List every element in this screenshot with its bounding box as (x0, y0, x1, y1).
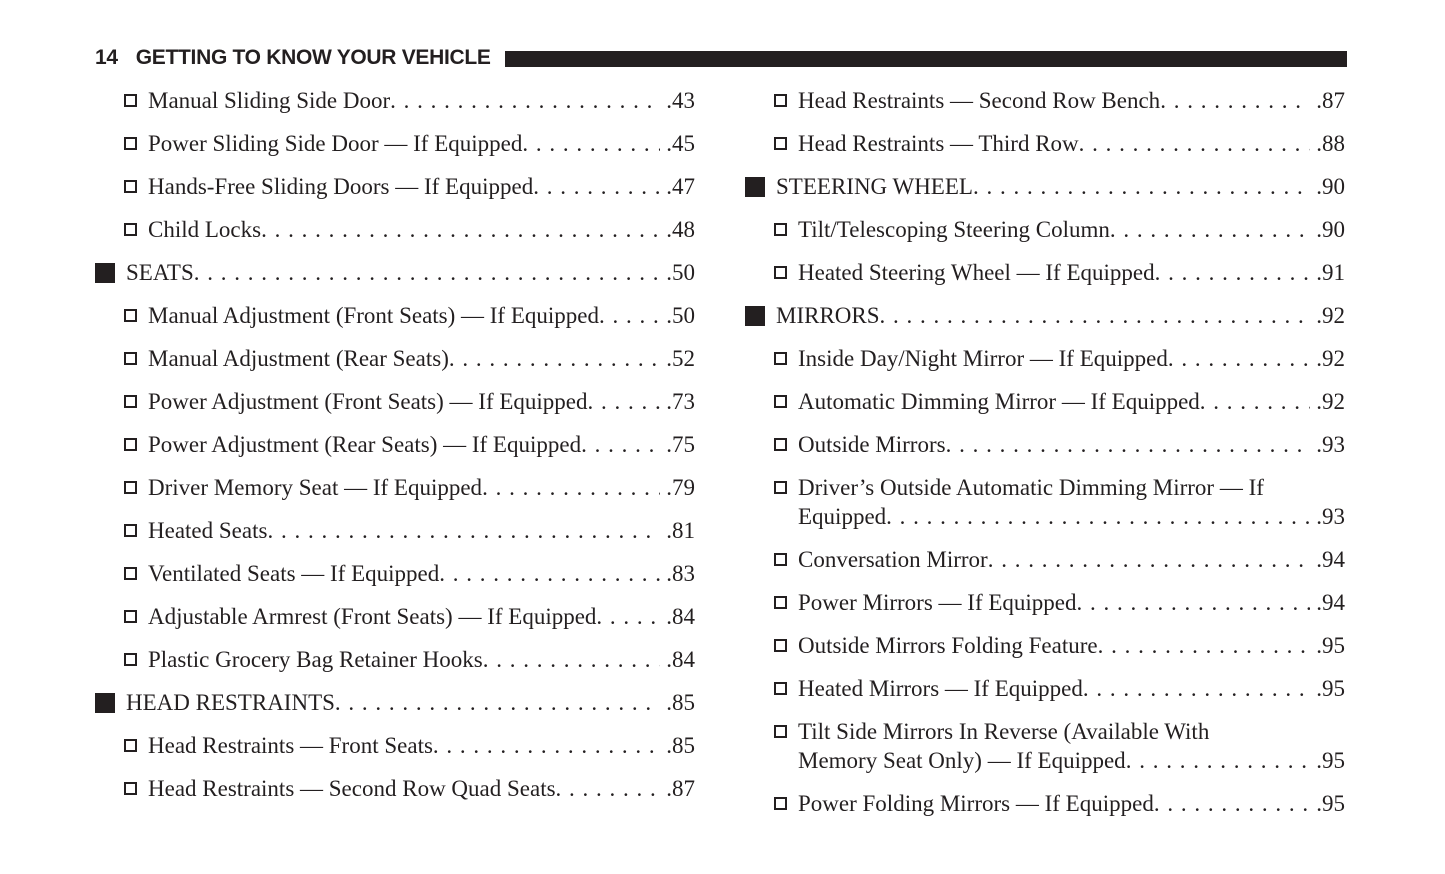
hollow-square-bullet-icon (124, 352, 137, 365)
toc-entry (95, 86, 695, 115)
hollow-square-bullet-icon (124, 524, 137, 537)
toc-entry (745, 430, 1345, 459)
filled-square-bullet-icon (95, 693, 115, 713)
toc-right-column (745, 86, 1345, 832)
page-title: GETTING TO KNOW YOUR VEHICLE (135, 46, 491, 69)
toc-entry-page-number: . 95 (1310, 746, 1345, 775)
hollow-square-bullet-icon (774, 481, 787, 494)
hollow-square-bullet-icon (774, 94, 787, 107)
toc-entry (745, 674, 1345, 703)
toc-entry-label: Hands-Free Sliding Doors — If Equipped . . . (148, 174, 533, 199)
toc-section-entry (745, 172, 1345, 201)
hollow-square-bullet-icon (124, 653, 137, 666)
toc-entry-label: Manual Adjustment (Front Seats) — If Equipped . . . (148, 303, 599, 328)
toc-entry-label: Heated Seats . . . (148, 518, 267, 543)
toc-entry-label: Automatic Dimming Mirror — If Equipped . . . (798, 389, 1200, 414)
toc-entry-page-number: . 92 (1310, 387, 1345, 416)
toc-entry-page-number: . 47 (660, 172, 695, 201)
toc-entry-label: Tilt/Telescoping Steering Column . . . (798, 217, 1110, 242)
toc-entry-label: Child Locks . . . (148, 217, 261, 242)
toc-left-column (95, 86, 695, 832)
toc-entry-label: Power Mirrors — If Equipped . . . (798, 590, 1077, 615)
toc-entry (745, 86, 1345, 115)
toc-entry-page-number: . 93 (1310, 430, 1345, 459)
toc-entry (95, 129, 695, 158)
toc-entry-page-number: . 90 (1310, 172, 1345, 201)
filled-square-bullet-icon (745, 177, 765, 197)
toc-entry (95, 731, 695, 760)
toc-entry (745, 215, 1345, 244)
hollow-square-bullet-icon (774, 352, 787, 365)
toc-entry-label: Head Restraints — Second Row Bench . . . (798, 88, 1160, 113)
toc-entry (745, 473, 1345, 531)
toc-entry-page-number: . 84 (660, 602, 695, 631)
toc-entry-label: Heated Steering Wheel — If Equipped . . . (798, 260, 1155, 285)
toc-entry (745, 588, 1345, 617)
toc-entry (95, 344, 695, 373)
toc-entry-page-number: . 50 (660, 258, 695, 287)
page-number: 14 (95, 46, 118, 69)
toc-entry-label: Manual Sliding Side Door . . . (148, 88, 390, 113)
hollow-square-bullet-icon (774, 682, 787, 695)
hollow-square-bullet-icon (124, 94, 137, 107)
toc-entry-page-number: . 50 (660, 301, 695, 330)
toc-entry (745, 631, 1345, 660)
toc-entry-label: STEERING WHEEL . . . (776, 174, 973, 199)
toc-entry (95, 387, 695, 416)
toc-entry (95, 602, 695, 631)
hollow-square-bullet-icon (774, 725, 787, 738)
toc-entry (745, 258, 1345, 287)
toc-entry-label: Plastic Grocery Bag Retainer Hooks . . . (148, 647, 483, 672)
toc-section-entry (95, 688, 695, 717)
toc-entry-page-number: . 95 (1310, 789, 1345, 818)
hollow-square-bullet-icon (124, 309, 137, 322)
toc-entry-page-number: . 87 (660, 774, 695, 803)
hollow-square-bullet-icon (124, 481, 137, 494)
toc-entry-page-number: . 95 (1310, 631, 1345, 660)
hollow-square-bullet-icon (124, 137, 137, 150)
toc-entry-page-number: . 52 (660, 344, 695, 373)
toc-entry-label: Manual Adjustment (Rear Seats) . . . (148, 346, 449, 371)
toc-entry-label: Driver Memory Seat — If Equipped . . . (148, 475, 482, 500)
toc-entry-label: Driver’s Outside Automatic Dimming Mirror — If Equipped . . . (798, 475, 1264, 529)
toc-entry (95, 301, 695, 330)
toc-entry-label: SEATS . . . (126, 260, 194, 285)
hollow-square-bullet-icon (774, 553, 787, 566)
toc-entry-label: Ventilated Seats — If Equipped . . . (148, 561, 439, 586)
toc-entry-page-number: . 88 (1310, 129, 1345, 158)
toc-entry-page-number: . 75 (660, 430, 695, 459)
toc-entry-page-number: . 92 (1310, 301, 1345, 330)
toc-entry-page-number: . 83 (660, 559, 695, 588)
toc-entry (745, 344, 1345, 373)
toc-entry-label: Power Sliding Side Door — If Equipped . . . (148, 131, 522, 156)
hollow-square-bullet-icon (774, 438, 787, 451)
toc-entry (95, 172, 695, 201)
toc-entry-page-number: . 91 (1310, 258, 1345, 287)
toc-entry-label: Outside Mirrors . . . (798, 432, 946, 457)
toc-entry (95, 559, 695, 588)
hollow-square-bullet-icon (774, 266, 787, 279)
hollow-square-bullet-icon (124, 610, 137, 623)
hollow-square-bullet-icon (124, 438, 137, 451)
toc-entry-page-number: . 95 (1310, 674, 1345, 703)
hollow-square-bullet-icon (124, 223, 137, 236)
page-header (0, 0, 1445, 69)
toc-entry-label: Head Restraints — Second Row Quad Seats . . . (148, 776, 556, 801)
toc-entry-label: Adjustable Armrest (Front Seats) — If Equipped . . . (148, 604, 596, 629)
toc-entry-label: Tilt Side Mirrors In Reverse (Available With Memory Seat Only) — If Equipped . . . (798, 719, 1209, 773)
toc-entry (95, 645, 695, 674)
hollow-square-bullet-icon (774, 223, 787, 236)
toc-entry-page-number: . 93 (1310, 502, 1345, 531)
toc-entry (745, 545, 1345, 574)
filled-square-bullet-icon (95, 263, 115, 283)
toc-entry (95, 516, 695, 545)
toc-entry (745, 129, 1345, 158)
table-of-contents (0, 86, 1445, 832)
toc-entry (95, 774, 695, 803)
toc-entry-page-number: . 79 (660, 473, 695, 502)
hollow-square-bullet-icon (774, 137, 787, 150)
hollow-square-bullet-icon (774, 639, 787, 652)
toc-entry (95, 473, 695, 502)
hollow-square-bullet-icon (124, 395, 137, 408)
hollow-square-bullet-icon (124, 782, 137, 795)
toc-entry (745, 717, 1345, 775)
toc-entry-label: Conversation Mirror . . . (798, 547, 988, 572)
toc-entry (745, 789, 1345, 818)
toc-entry-page-number: . 84 (660, 645, 695, 674)
hollow-square-bullet-icon (774, 596, 787, 609)
toc-entry-page-number: . 92 (1310, 344, 1345, 373)
toc-entry-page-number: . 43 (660, 86, 695, 115)
toc-entry-page-number: . 45 (660, 129, 695, 158)
hollow-square-bullet-icon (124, 739, 137, 752)
toc-entry-label: HEAD RESTRAINTS . . . (126, 690, 335, 715)
toc-entry-page-number: . 85 (660, 731, 695, 760)
toc-entry-page-number: . 73 (660, 387, 695, 416)
toc-entry-label: Power Folding Mirrors — If Equipped . . . (798, 791, 1154, 816)
toc-entry-label: Head Restraints — Third Row . . . (798, 131, 1079, 156)
toc-entry-label: MIRRORS . . . (776, 303, 880, 328)
toc-entry-page-number: . 48 (660, 215, 695, 244)
toc-section-entry (745, 301, 1345, 330)
toc-entry (745, 387, 1345, 416)
toc-entry-label: Heated Mirrors — If Equipped . . . (798, 676, 1083, 701)
toc-entry-page-number: . 87 (1310, 86, 1345, 115)
toc-entry-label: Power Adjustment (Front Seats) — If Equipped . . . (148, 389, 588, 414)
toc-entry-page-number: . 94 (1310, 588, 1345, 617)
toc-entry (95, 215, 695, 244)
toc-entry-page-number: . 85 (660, 688, 695, 717)
header-rule-bar (505, 51, 1347, 67)
toc-section-entry (95, 258, 695, 287)
hollow-square-bullet-icon (774, 797, 787, 810)
hollow-square-bullet-icon (774, 395, 787, 408)
hollow-square-bullet-icon (124, 567, 137, 580)
toc-entry-label: Outside Mirrors Folding Feature . . . (798, 633, 1098, 658)
toc-entry-page-number: . 94 (1310, 545, 1345, 574)
toc-entry-page-number: . 90 (1310, 215, 1345, 244)
toc-entry-label: Inside Day/Night Mirror — If Equipped . . . (798, 346, 1168, 371)
toc-entry-page-number: . 81 (660, 516, 695, 545)
filled-square-bullet-icon (745, 306, 765, 326)
toc-entry (95, 430, 695, 459)
toc-entry-label: Power Adjustment (Rear Seats) — If Equipped . . . (148, 432, 581, 457)
hollow-square-bullet-icon (124, 180, 137, 193)
toc-entry-label: Head Restraints — Front Seats . . . (148, 733, 433, 758)
